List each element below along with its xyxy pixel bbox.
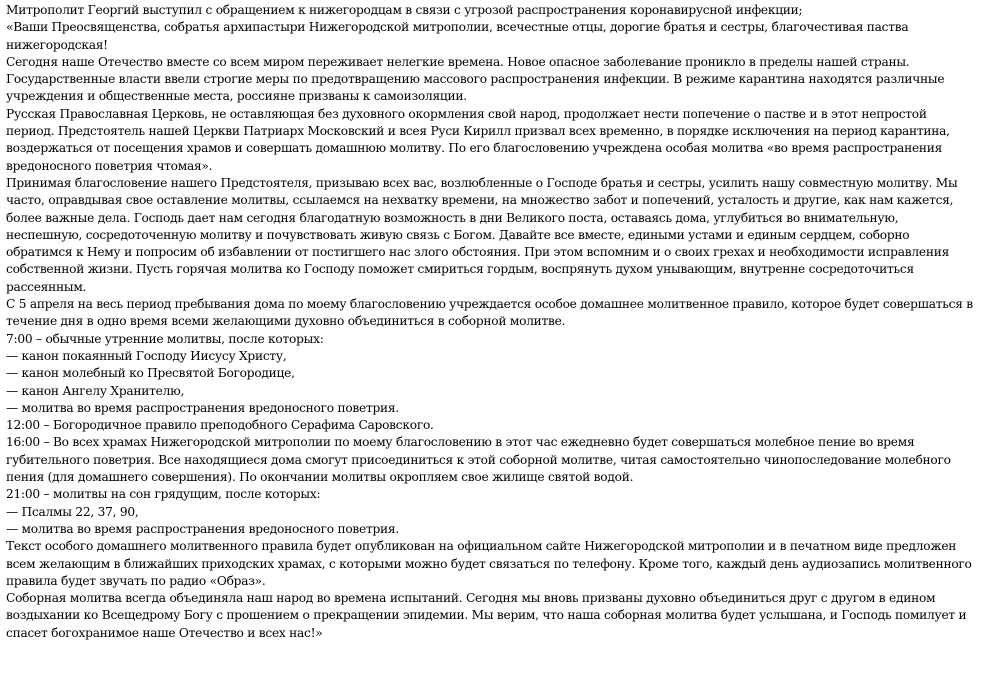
schedule-item: — канон покаянный Господу Иисусу Христу,	[6, 348, 287, 363]
schedule-item: — молитва во время распространения вредоносного поветрия.	[6, 400, 399, 415]
paragraph: Русская Православная Церковь, не оставляющая без духовного окормления свой народ, продолжает нести попечение о пастве и в этот непростой период. Предстоятель нашей Церкви Патриарх Московский и всея Руси Кирилл призвал всех временно, в порядке исключения на период карантина, воздержаться от посещения храмов и совершать домашнюю молитву. По его благословению учреждена особая молитва «во время распространения вредоносного поветрия чтомая».	[6, 106, 950, 173]
paragraph: С 5 апреля на весь период пребывания дома по моему благословению учреждается особое домашнее молитвенное правило, которое будет совершаться в течение дня в одно время всеми желающими духовно объединиться в соборной молитве.	[6, 297, 973, 329]
greeting-paragraph: «Ваши Преосвященства, собратья архипастыри Нижегородской митрополии, всечестные отцы, дорогие братья и сестры, благочестивая паства нижегородская!	[6, 20, 909, 52]
schedule-item: — Псалмы 22, 37, 90,	[6, 504, 139, 519]
paragraph: Текст особого домашнего молитвенного правила будет опубликован на официальном сайте Нижегородской митрополии и в печатном виде предложен всем желающим в ближайших приходских храмах, с которыми можно будет связаться по телефону. Кроме того, каждый день аудиозапись молитвенного правила будет звучать по радио «Образ».	[6, 539, 972, 588]
schedule-line: 16:00 – Во всех храмах Нижегородской митрополии по моему благословению в этот час ежедневно будет совершаться молебное пение во время губительного поветрия. Все находящиеся дома смогут присоединиться к этой соборной молитве, читая самостоятельно чинопоследование молебного пения (для домашнего совершения). По окончании молитвы окропляем свое жилище святой водой.	[6, 435, 951, 485]
schedule-line: 7:00 – обычные утренние молитвы, после которых:	[6, 331, 324, 346]
intro-line: Митрополит Георгий выступил с обращением к нижегородцам в связи с угрозой распространения коронавирусной инфекции;	[6, 3, 803, 17]
schedule-line: 12:00 – Богородичное правило преподобного Серафима Саровского.	[6, 418, 434, 433]
schedule-item: — молитва во время распространения вредоносного поветрия.	[6, 521, 399, 536]
schedule-item: — канон Ангелу Хранителю,	[6, 383, 185, 398]
paragraph: Принимая благословение нашего Предстоятеля, призываю всех вас, возлюбленные о Господе братья и сестры, усилить нашу совместную молитву. Мы часто, оправдывая свое оставление молитвы, ссылаемся на нехватку времени, на множество забот и попечений, усталость и другие, как нам кажется, более важные дела. Господь дает нам сегодня благодатную возможность в дни Великого поста, оставаясь дома, углубиться во внимательную, неспешную, сосредоточенную молитву и почувствовать живую связь с Богом. Давайте все вместе, едиными устами и единым сердцем, соборно обратимся к Нему и попросим об избавлении от постигшего нас злого обстояния. При этом вспомним и о своих грехах и необходимости исправления собственной жизни. Пусть горячая молитва ко Господу поможет смириться гордым, воспрянуть духом унывающим, внутренне сосредоточиться рассеянным.	[6, 175, 958, 294]
schedule-item: — канон молебный ко Пресвятой Богородице,	[6, 366, 295, 381]
closing-paragraph: Соборная молитва всегда объединяла наш народ во времена испытаний. Сегодня мы вновь призваны духовно объединиться друг с другом в едином воздыхании ко Всещедрому Богу с прошением о прекращении эпидемии. Мы верим, что наша соборная молитва будет услышана, и Господь помилует и спасет богохранимое наше Отечество и всех нас!»	[6, 591, 967, 640]
paragraph: Сегодня наше Отечество вместе со всем миром переживает нелегкие времена. Новое опасное заболевание проникло в пределы нашей страны. Государственные власти ввели строгие меры по предотвращению массового распространения инфекции. В режиме карантина находятся различные учреждения и общественные места, россияне призваны к самоизоляции.	[6, 54, 945, 104]
schedule-line: 21:00 – молитвы на сон грядущим, после которых:	[6, 487, 321, 502]
